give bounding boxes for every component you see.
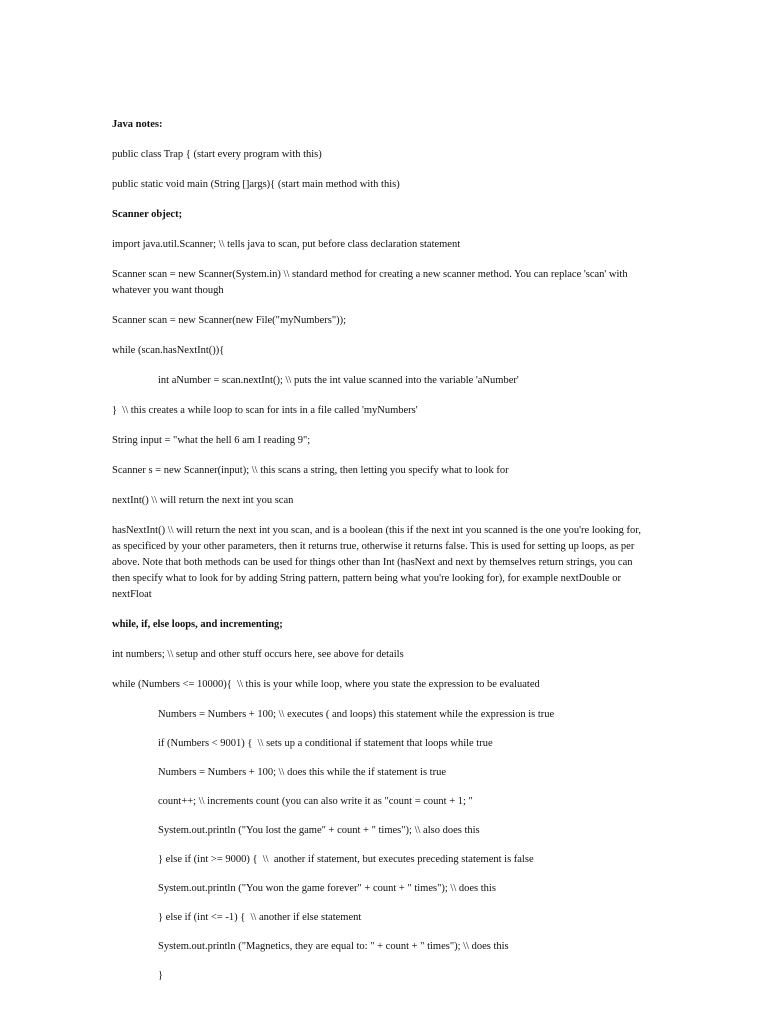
text-scanner-s: Scanner s = new Scanner(input); \\ this scans a string, then letting you specify what to look for [112, 465, 509, 476]
text-import-scanner: import java.util.Scanner; \\ tells java to scan, put before class declaration statement [112, 239, 461, 250]
text-println-won: System.out.println ("You won the game forever" + count + " times"); \\ does this [158, 883, 496, 894]
document-body [112, 117, 642, 997]
text-public-class: public class Trap { (start every program with this) [112, 149, 322, 160]
text-close-while: } \\ this creates a while loop to scan for ints in a file called 'myNumbers' [112, 405, 418, 416]
text-while-numbers: while (Numbers <= 10000){ \\ this is your while loop, where you state the expression to be evaluated [112, 679, 540, 690]
text-scanner-file: Scanner scan = new Scanner(new File("myNumbers")); [112, 315, 347, 326]
heading-scanner-object: Scanner object; [112, 209, 183, 220]
text-nextint: nextInt() \\ will return the next int you scan [112, 495, 294, 506]
text-close-brace: } [158, 970, 164, 981]
text-hasnextint: hasNextInt() \\ will return the next int you scan, and is a boolean (this if the next int you scanned is the one you're looking for, as specificed by your other parameters, then it returns true, otherwise it returns false. This is used for setting up loops, as per above. Note that both methods can be used for things other than Int (hasNext and next by themselves return strings, you can then specify what to look for by adding String pattern, pattern being what you're looking for), for example nextDouble or nextFloat [112, 525, 644, 600]
text-count-increment: count++; \\ increments count (you can also write it as "count = count + 1; " [158, 796, 473, 807]
text-scanner-scan: Scanner scan = new Scanner(System.in) \\ standard method for creating a new scanner method. You can replace 'scan' with whatever you want though [112, 269, 631, 296]
text-println-lost: System.out.println ("You lost the game" + count + " times"); \\ also does this [158, 825, 480, 836]
text-if-numbers: if (Numbers < 9001) { \\ sets up a conditional if statement that loops while true [158, 738, 493, 749]
heading-loops: while, if, else loops, and incrementing; [112, 619, 283, 630]
text-while-hasnextint: while (scan.hasNextInt()){ [112, 345, 225, 356]
text-else-if-neg1: } else if (int <= -1) { \\ another if else statement [158, 912, 362, 923]
text-main-method: public static void main (String []args){ (start main method with this) [112, 179, 400, 190]
heading-java-notes: Java notes: [112, 119, 163, 130]
text-int-anumber: int aNumber = scan.nextInt(); \\ puts the int value scanned into the variable 'aNumber' [158, 375, 519, 386]
text-string-input: String input = "what the hell 6 am I reading 9"; [112, 435, 311, 446]
text-numbers-plus-100: Numbers = Numbers + 100; \\ executes ( and loops) this statement while the expression is true [158, 709, 555, 720]
while-loop-body [112, 707, 642, 984]
text-numbers-plus-100-if: Numbers = Numbers + 100; \\ does this while the if statement is true [158, 767, 447, 778]
text-int-numbers: int numbers; \\ setup and other stuff occurs here, see above for details [112, 649, 404, 660]
text-println-magnetics: System.out.println ("Magnetics, they are equal to: " + count + " times"); \\ does this [158, 941, 509, 952]
text-else-if-9000: } else if (int >= 9000) { \\ another if statement, but executes preceding statement is false [158, 854, 534, 865]
